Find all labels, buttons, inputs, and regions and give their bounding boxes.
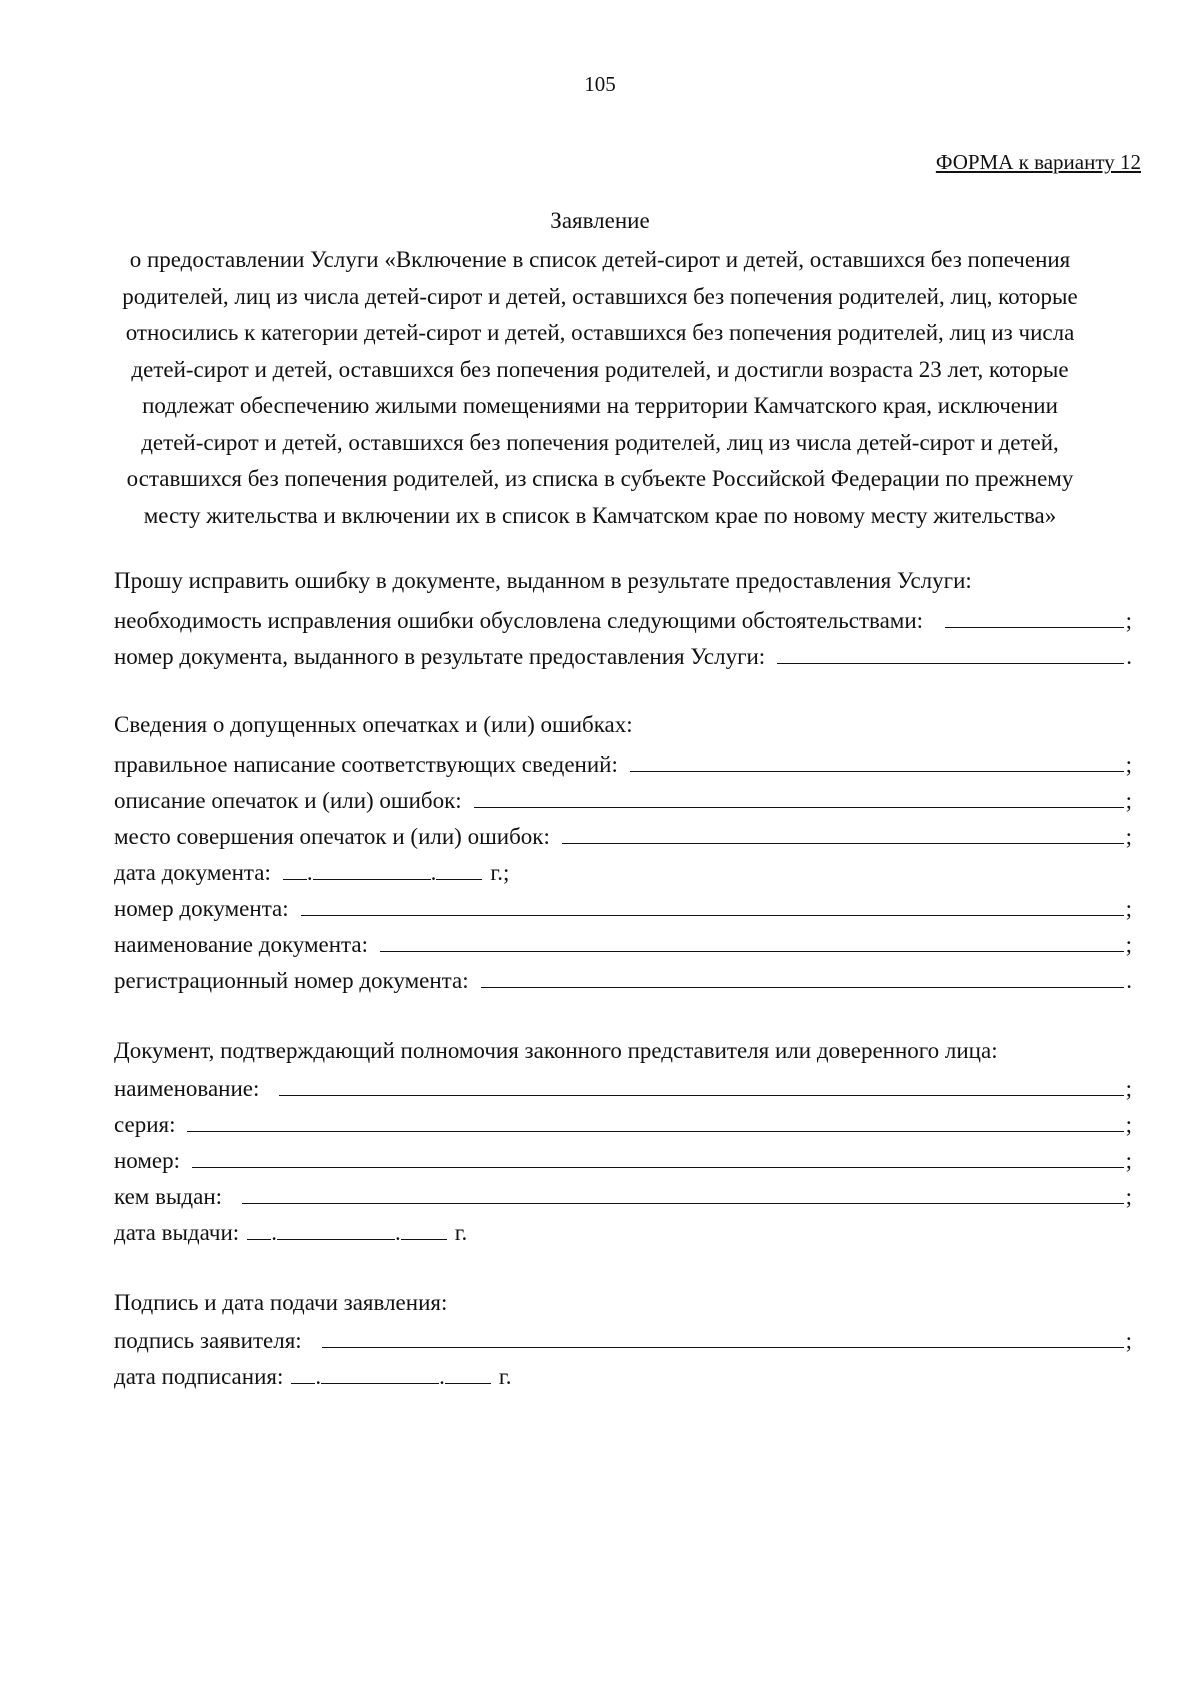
error-location-label: место совершения опечаток и (или) ошибок: — [114, 824, 550, 849]
year-suffix: г. — [498, 1364, 512, 1389]
issued-doc-number-row — [114, 634, 1132, 670]
reg-number-row — [114, 958, 1132, 994]
page-number: 105 — [584, 72, 616, 96]
error-description-row — [114, 778, 1132, 814]
subtitle-line: относились к категории детей-сирот и детей, оставшихся без попечения родителей, лиц из числа — [125, 320, 1075, 345]
reg-number-blank[interactable] — [481, 963, 1125, 988]
month-blank[interactable] — [321, 1359, 439, 1384]
error-location-row — [114, 814, 1132, 850]
subtitle-line: о предоставлении Услуги «Включение в список детей-сирот и детей, оставшихся без попечения — [129, 247, 1071, 272]
date-dot: . — [315, 1364, 322, 1389]
document-date-row — [114, 850, 1132, 886]
semicolon: ; — [1125, 824, 1132, 849]
month-blank[interactable] — [313, 855, 431, 880]
document-subtitle — [120, 242, 1080, 534]
authority-series-blank[interactable] — [187, 1107, 1123, 1132]
authority-issuer-label: кем выдан: — [114, 1184, 223, 1209]
signing-date-row — [114, 1354, 1132, 1390]
semicolon: ; — [1125, 1148, 1132, 1173]
day-blank[interactable] — [283, 855, 307, 880]
doc-number-label: номер документа: — [114, 896, 289, 921]
authority-name-row — [114, 1066, 1132, 1102]
document-title: Заявление — [550, 208, 650, 233]
semicolon: ; — [1125, 1112, 1132, 1137]
semicolon: ; — [1125, 608, 1132, 633]
year-suffix: г.; — [490, 860, 510, 885]
correct-spelling-label: правильное написание соответствующих сведений: — [114, 752, 618, 777]
semicolon: ; — [1125, 1184, 1132, 1209]
reason-label: необходимость исправления ошибки обусловлена следующими обстоятельствами: — [114, 608, 924, 633]
issued-doc-number-blank[interactable] — [777, 639, 1124, 664]
doc-name-label: наименование документа: — [114, 932, 368, 957]
authority-issue-date-row — [114, 1210, 1132, 1246]
authority-series-label: серия: — [114, 1112, 176, 1137]
error-location-blank[interactable] — [562, 819, 1124, 844]
error-description-label: описание опечаток и (или) ошибок: — [114, 788, 462, 813]
date-dot: . — [394, 1220, 401, 1245]
period: . — [1126, 968, 1132, 993]
signature-blank[interactable] — [322, 1323, 1124, 1348]
form-variant-label: ФОРМА к варианту 12 — [935, 150, 1141, 174]
date-dot: . — [439, 1364, 445, 1389]
subtitle-line: детей-сирот и детей, оставшихся без попечения родителей, и достигли возраста 23 лет, которые — [131, 356, 1069, 382]
document-date-label: дата документа: — [114, 860, 271, 885]
section-authority-heading: Документ, подтверждающий полномочия законного представителя или доверенного лица: — [114, 1038, 998, 1063]
reg-number-label: регистрационный номер документа: — [114, 968, 469, 993]
authority-issue-date-label: дата выдачи: — [114, 1220, 240, 1245]
section-correction-heading: Прошу исправить ошибку в документе, выданном в результате предоставления Услуги: — [114, 568, 972, 593]
signature-label: подпись заявителя: — [114, 1328, 302, 1353]
doc-name-row — [114, 922, 1132, 958]
semicolon: ; — [1125, 788, 1132, 813]
issued-doc-number-label: номер документа, выданного в результате предоставления Услуги: — [114, 644, 766, 669]
year-suffix: г. — [454, 1220, 468, 1245]
semicolon: ; — [1125, 752, 1132, 777]
correct-spelling-row — [114, 742, 1132, 778]
subtitle-line: детей-сирот и детей, оставшихся без попечения родителей, лиц из числа детей-сирот и детей, — [141, 429, 1059, 455]
semicolon: ; — [1125, 896, 1132, 921]
authority-number-row — [114, 1138, 1132, 1174]
month-blank[interactable] — [277, 1215, 395, 1240]
section-errors-heading: Сведения о допущенных опечатках и (или) ошибках: — [114, 712, 633, 737]
reason-blank[interactable] — [945, 603, 1124, 628]
correct-spelling-blank[interactable] — [630, 747, 1124, 772]
day-blank[interactable] — [291, 1359, 315, 1384]
period: . — [1126, 644, 1132, 669]
section-signature-heading: Подпись и дата подачи заявления: — [114, 1290, 448, 1315]
authority-issuer-blank[interactable] — [242, 1179, 1124, 1204]
authority-series-row — [114, 1102, 1132, 1138]
semicolon: ; — [1125, 1328, 1132, 1353]
error-description-blank[interactable] — [474, 783, 1124, 808]
authority-issuer-row — [114, 1174, 1132, 1210]
date-dot: . — [430, 860, 437, 885]
doc-number-row — [114, 886, 1132, 922]
authority-number-label: номер: — [114, 1148, 181, 1173]
authority-name-label: наименование: — [114, 1076, 260, 1101]
year-blank[interactable] — [436, 855, 482, 880]
year-blank[interactable] — [401, 1215, 447, 1240]
subtitle-line: подлежат обеспечению жилыми помещениями на территории Камчатского края, исключении — [142, 393, 1058, 418]
year-blank[interactable] — [445, 1359, 491, 1384]
signature-row — [114, 1318, 1132, 1354]
reason-field-row — [114, 598, 1132, 634]
subtitle-line: месту жительства и включении их в список в Камчатском крае по новому месту жительства» — [143, 502, 1057, 528]
signing-date-label: дата подписания: — [114, 1364, 284, 1389]
subtitle-line: родителей, лиц из числа детей-сирот и детей, оставшихся без попечения родителей, лиц, которые — [122, 283, 1078, 309]
authority-name-blank[interactable] — [279, 1071, 1123, 1096]
semicolon: ; — [1125, 932, 1132, 957]
doc-name-blank[interactable] — [380, 927, 1124, 952]
authority-number-blank[interactable] — [192, 1143, 1124, 1168]
semicolon: ; — [1125, 1076, 1132, 1101]
doc-number-blank[interactable] — [301, 891, 1124, 916]
day-blank[interactable] — [247, 1215, 271, 1240]
date-dot: . — [306, 860, 313, 885]
subtitle-line: оставшихся без попечения родителей, из списка в субъекте Российской Федерации по прежнему — [126, 466, 1074, 491]
date-dot: . — [271, 1220, 277, 1245]
